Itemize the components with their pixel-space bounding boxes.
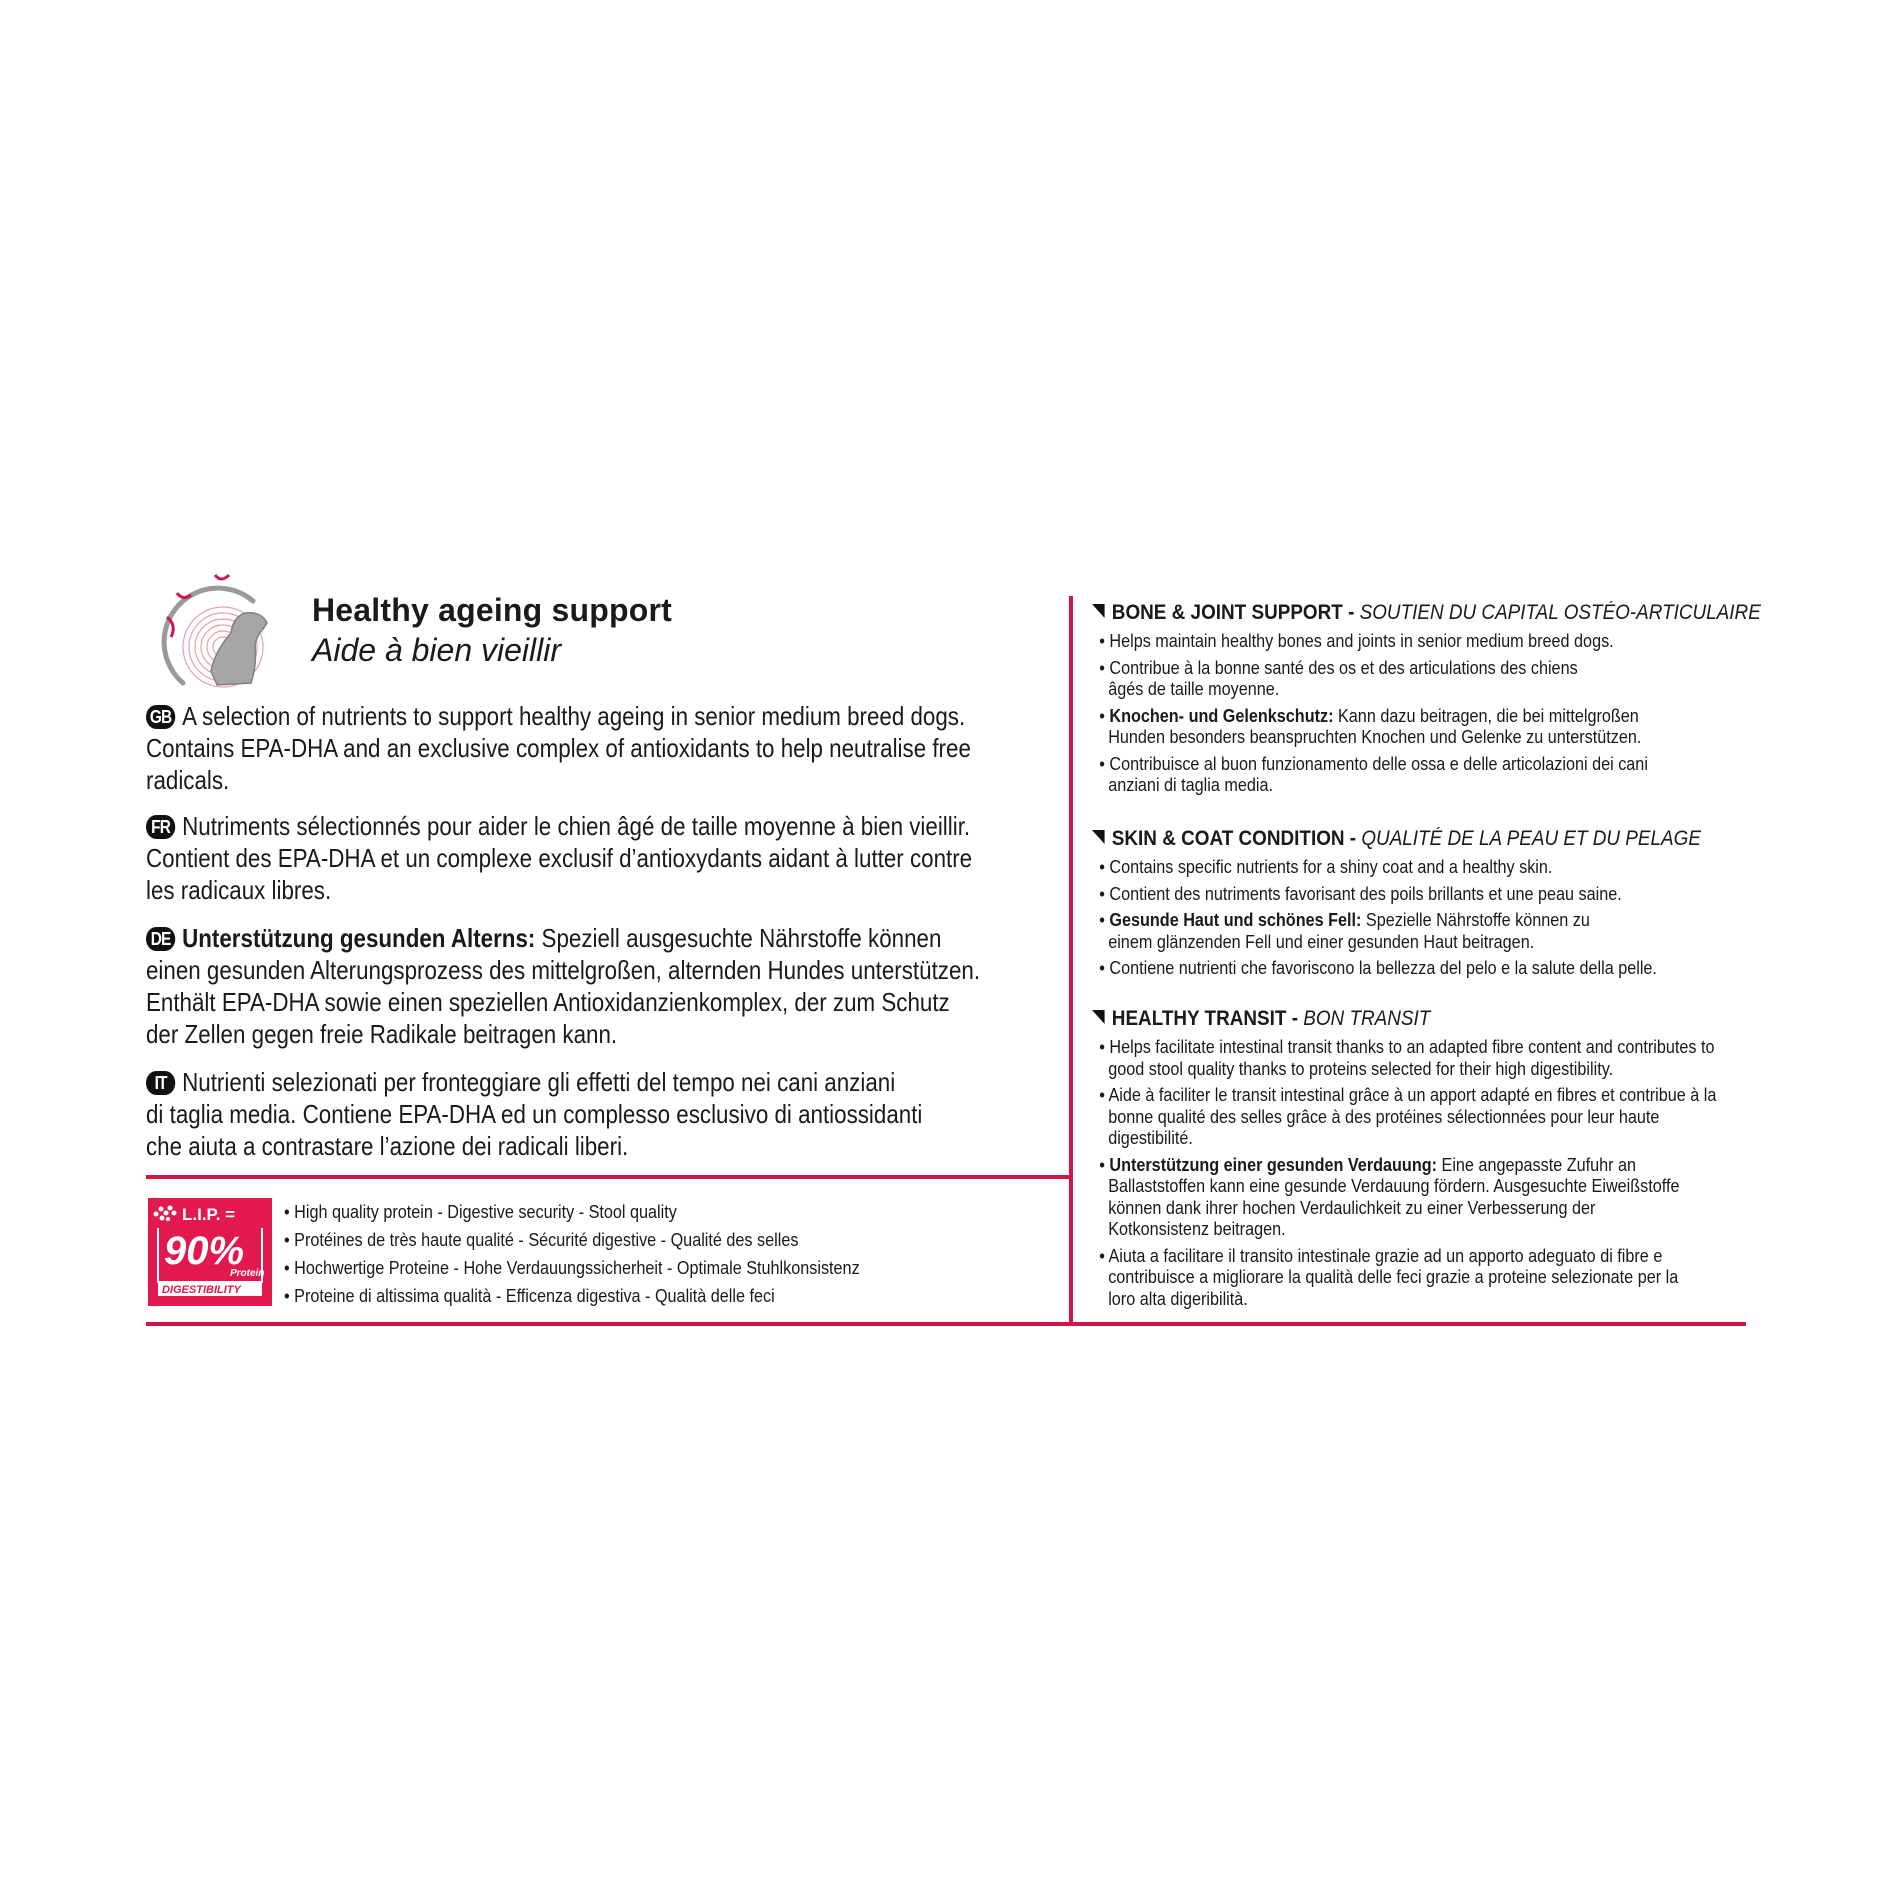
list-item: • Proteine di altissima qualità - Efficenza digestiva - Qualità delle feci bbox=[284, 1286, 775, 1306]
description-de: DE Unterstützung gesunden Alterns: Speziell ausgesuchte Nährstoffe können einen gesunden Alterungsprozess des mittelgroßen, alternden Hundes unterstützen. Enthält EPA-DHA sowie einen speziellen Antioxidanzienkomplex, der zum Schutz der Zellen gegen freie Radikale beitragen kann. bbox=[146, 923, 981, 1049]
description-gb: GB A selection of nutrients to support healthy ageing in senior medium breed dogs. Contains EPA-DHA and an exclusive complex of antioxidants to help neutralise free radicals. bbox=[146, 701, 971, 795]
triangle-marker-icon bbox=[1092, 604, 1105, 618]
lip-digestibility-badge bbox=[148, 1198, 272, 1306]
page-title: Healthy ageing support bbox=[312, 592, 672, 628]
svg-text:L.I.P. =: L.I.P. = bbox=[182, 1205, 236, 1224]
list-item: • Protéines de très haute qualité - Sécurité digestive - Qualité des selles bbox=[284, 1230, 799, 1250]
flag-fr-icon: FR bbox=[146, 815, 175, 839]
section-bone-joint bbox=[1092, 600, 1792, 797]
list-item: • Helps facilitate intestinal transit thanks to an adapted fibre content and contributes to good stool quality thanks to proteins selected for their high digestibility. bbox=[1099, 1037, 1715, 1079]
section-heading: SKIN & COAT CONDITION - QUALITÉ DE LA PEAU ET DU PELAGE bbox=[1092, 826, 1722, 852]
section-heading: HEALTHY TRANSIT - BON TRANSIT bbox=[1092, 1006, 1722, 1032]
list-item: • High quality protein - Digestive security - Stool quality bbox=[284, 1202, 677, 1222]
list-item: • Knochen- und Gelenkschutz: Kann dazu beitragen, die bei mittelgroßen Hunden besonders beanspruchten Knochen und Gelenke zu unterstützen. bbox=[1099, 705, 1642, 747]
divider-mid-horizontal bbox=[146, 1175, 1071, 1179]
senior-dog-icon bbox=[145, 565, 275, 695]
list-item: • Contiene nutrienti che favoriscono la bellezza del pelo e la salute della pelle. bbox=[1099, 958, 1657, 978]
divider-bottom bbox=[146, 1322, 1746, 1326]
list-item: • Gesunde Haut und schönes Fell: Spezielle Nährstoffe können zu einem glänzenden Fell und einer gesunden Haut beitragen. bbox=[1099, 910, 1590, 952]
description-it: IT Nutrienti selezionati per fronteggiare gli effetti del tempo nei cani anziani di taglia media. Contiene EPA-DHA ed un complesso esclusivo di antiossidanti che aiuta a contrastare l’azione dei radicali liberi. bbox=[146, 1067, 923, 1161]
section-skin-coat bbox=[1092, 826, 1792, 980]
svg-text:DIGESTIBILITY: DIGESTIBILITY bbox=[162, 1284, 241, 1296]
section-heading: BONE & JOINT SUPPORT - SOUTIEN DU CAPITAL OSTÉO-ARTICULAIRE bbox=[1092, 600, 1722, 626]
flag-gb-icon: GB bbox=[146, 705, 175, 729]
flag-it-icon: IT bbox=[146, 1071, 175, 1095]
list-item: • Helps maintain healthy bones and joints in senior medium breed dogs. bbox=[1099, 631, 1614, 651]
list-item: • Contribuisce al buon funzionamento delle ossa e delle articolazioni dei cani anziani di taglia media. bbox=[1099, 753, 1648, 795]
list-item: • Contient des nutriments favorisant des poils brillants et une peau saine. bbox=[1099, 883, 1622, 904]
divider-vertical bbox=[1069, 596, 1073, 1326]
lip-benefits-list bbox=[284, 1198, 860, 1310]
list-item: • Contribue à la bonne santé des os et des articulations des chiens âgés de taille moyenne. bbox=[1099, 657, 1578, 699]
page-subtitle: Aide à bien vieillir bbox=[312, 632, 562, 668]
triangle-marker-icon bbox=[1092, 1010, 1105, 1024]
list-item: • Aide à faciliter le transit intestinal grâce à un apport adapté en fibres et contribue à la bonne qualité des selles grâce à des protéines sélectionnées pour leur haute digestibilité. bbox=[1099, 1085, 1717, 1148]
list-item: • Unterstützung einer gesunden Verdauung: Eine angepasste Zufuhr an Ballaststoffen kann eine gesunde Verdauung fördern. Ausgesuchte Eiweißstoffe können dank ihrer hochen Verdaulichkeit zu einer Verbesserung der Kotkonsistenz beitragen. bbox=[1099, 1154, 1680, 1239]
flag-de-icon: DE bbox=[146, 927, 175, 951]
list-item: • Contains specific nutrients for a shiny coat and a healthy skin. bbox=[1099, 857, 1553, 877]
svg-text:Protein: Protein bbox=[230, 1268, 265, 1279]
svg-text:90%: 90% bbox=[164, 1229, 245, 1273]
triangle-marker-icon bbox=[1092, 830, 1105, 844]
list-item: • Aiuta a facilitare il transito intestinale grazie ad un apporto adeguato di fibre e contribuisce a migliorare la qualità delle feci grazie a proteine selezionate per la loro alta digeribilità. bbox=[1099, 1245, 1679, 1309]
description-fr: FR Nutriments sélectionnés pour aider le chien âgé de taille moyenne à bien vieillir. Contient des EPA-DHA et un complexe exclusif d’antioxydants aidant à lutter contre les radicaux libres. bbox=[146, 811, 973, 905]
list-item: • Hochwertige Proteine - Hohe Verdauungssicherheit - Optimale Stuhlkonsistenz bbox=[284, 1258, 860, 1278]
section-healthy-transit bbox=[1092, 1006, 1792, 1310]
